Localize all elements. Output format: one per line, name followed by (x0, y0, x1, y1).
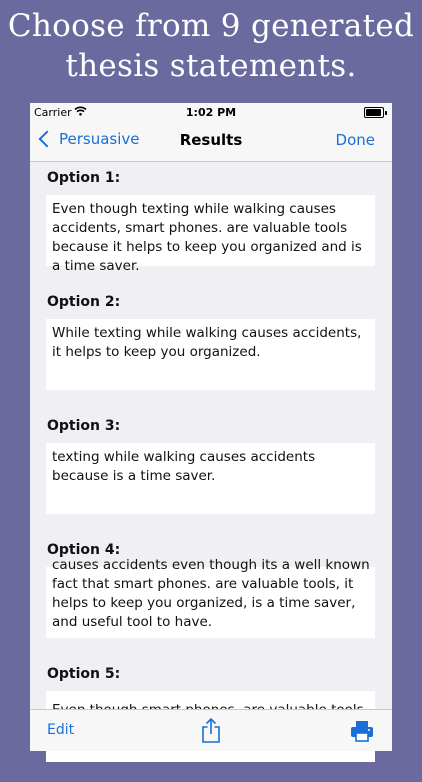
option-label: Option 3: (47, 418, 121, 434)
option-item (30, 534, 392, 658)
option-item (30, 286, 392, 410)
done-button[interactable]: Done (335, 131, 375, 149)
headline (0, 6, 422, 86)
option-label: Option 1: (47, 170, 121, 186)
option-text: causes accidents even though its a well known fact that smart phones. are valuable tools, it helps to keep you organized, is a time saver, and useful tool to have. (52, 557, 370, 630)
edit-button[interactable]: Edit (47, 722, 75, 738)
option-text: Even though texting while walking causes accidents, smart phones. are valuable tools because it helps to keep you organized and is a time saver. (52, 201, 362, 274)
option-label: Option 5: (47, 666, 121, 682)
headline-line-1: Choose from 9 generated (7, 8, 415, 44)
back-button-label: Persuasive (59, 130, 140, 148)
share-icon (201, 729, 221, 748)
share-button[interactable] (201, 717, 221, 748)
status-bar (30, 103, 392, 121)
option-item (30, 410, 392, 534)
headline-line-2: thesis statements. (65, 48, 357, 84)
option-text-box[interactable] (46, 443, 375, 514)
print-icon (350, 727, 374, 746)
option-label: Option 2: (47, 294, 121, 310)
option-text-box[interactable] (46, 557, 375, 638)
battery-icon (364, 107, 384, 118)
page-title: Results (179, 131, 243, 149)
option-text-box[interactable] (46, 195, 375, 274)
status-time: 1:02 PM (185, 106, 237, 119)
option-text: texting while walking causes accidents because is a time saver. (52, 449, 316, 484)
carrier-label: Carrier (34, 106, 72, 119)
navigation-bar (30, 121, 392, 162)
chevron-left-icon (39, 131, 56, 148)
bottom-toolbar (30, 709, 392, 751)
results-list[interactable] (30, 162, 392, 708)
option-item (30, 162, 392, 286)
print-button[interactable] (350, 720, 374, 746)
back-button[interactable] (38, 130, 140, 148)
option-text: While texting while walking causes accidents, it helps to keep you organized. (52, 325, 362, 360)
option-text-box[interactable] (46, 319, 375, 390)
phone-screen (30, 103, 392, 750)
option-label: Option 4: (47, 542, 121, 558)
